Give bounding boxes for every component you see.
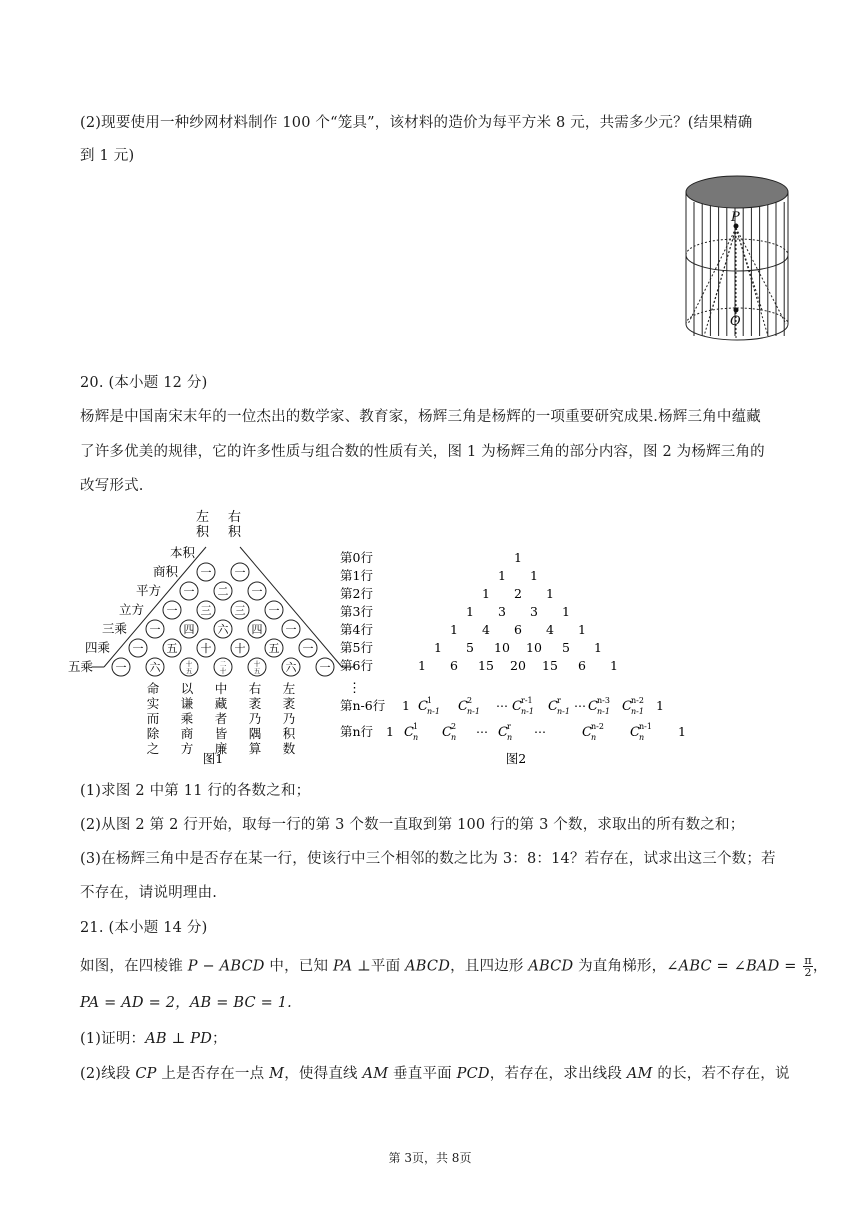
fig1-top-right-char: 右 bbox=[228, 510, 242, 525]
svg-text:C: C bbox=[418, 699, 428, 714]
fig1-entry-text: 五 bbox=[253, 667, 261, 675]
q20-intro-line2: 了许多优美的规律，它的许多性质与组合数的性质有关，图 1 为杨辉三角的部分内容，图 2 为杨辉三角的 bbox=[80, 444, 765, 460]
fig1-entry-text: 六 bbox=[285, 661, 297, 674]
fig2-entry: 1 bbox=[610, 658, 618, 673]
svg-text:C: C bbox=[404, 725, 414, 740]
fig2-entry: 1 bbox=[498, 568, 506, 583]
fig2-entry: 15 bbox=[478, 658, 494, 673]
q20-part3-line1: (3)在杨辉三角中是否存在某一行，使该行中三个相邻的数之比为 3：8：14？若存在，试求出这三个数；若 bbox=[80, 851, 776, 867]
svg-text:r-1: r-1 bbox=[521, 696, 533, 705]
fig1-row-label: 四乘 bbox=[84, 640, 110, 655]
fig1-entry-text: 六 bbox=[217, 623, 229, 636]
svg-text:C: C bbox=[512, 699, 522, 714]
svg-text:C: C bbox=[458, 699, 468, 714]
svg-text:1: 1 bbox=[413, 722, 419, 731]
fig2-one: 1 bbox=[402, 698, 410, 713]
fig2-one: 1 bbox=[386, 724, 394, 739]
fig1-column-char: 乃 bbox=[248, 711, 262, 726]
fig1-row-label: 商积 bbox=[152, 564, 178, 579]
svg-text:C: C bbox=[498, 725, 508, 740]
svg-text:n: n bbox=[591, 733, 597, 742]
fig2-ellipsis: ⋯ bbox=[574, 699, 586, 713]
fig2-entry: 5 bbox=[562, 640, 570, 655]
fig2-row-label: 第2行 bbox=[340, 586, 373, 601]
fig2-entry: 1 bbox=[418, 658, 426, 673]
fig1-entry-text: 十 bbox=[185, 660, 193, 668]
fig2-row-label: 第0行 bbox=[340, 550, 373, 565]
fig2-entry: 1 bbox=[578, 622, 586, 637]
svg-text:C: C bbox=[588, 699, 598, 714]
fig2-entry: 2 bbox=[514, 586, 522, 601]
pi-over-2-fraction: $\frac{\pi}{2}$ bbox=[804, 954, 812, 979]
fig2-entry: 6 bbox=[514, 622, 522, 637]
svg-text:n-1: n-1 bbox=[631, 707, 644, 716]
svg-text:n: n bbox=[507, 733, 513, 742]
fig1-entry-text: 二 bbox=[219, 660, 227, 668]
svg-text:2: 2 bbox=[467, 696, 473, 705]
fig2-entry: 1 bbox=[466, 604, 474, 619]
fig1-entry-text: 三 bbox=[234, 604, 246, 617]
fig1-entry-text: 一 bbox=[149, 623, 161, 636]
fig2-comb bbox=[548, 696, 570, 716]
fig1-column-char: 左 bbox=[282, 681, 296, 696]
fig2-entry: 5 bbox=[466, 640, 474, 655]
svg-text:n-2: n-2 bbox=[631, 696, 644, 705]
fig1-entry-text: 六 bbox=[149, 661, 161, 674]
fig1-column-char: 乃 bbox=[282, 711, 296, 726]
svg-text:n: n bbox=[451, 733, 457, 742]
fig1-top-right-char: 积 bbox=[228, 525, 242, 540]
fig2-comb bbox=[588, 696, 610, 716]
svg-text:n: n bbox=[639, 733, 645, 742]
fig2-comb bbox=[404, 722, 418, 742]
fig1-column-char: 数 bbox=[282, 741, 296, 756]
q20-intro-line3: 改写形式. bbox=[80, 478, 144, 494]
fig2-one: 1 bbox=[656, 698, 664, 713]
fig2-entry: 4 bbox=[482, 622, 490, 637]
fig2-dots: ⋮ bbox=[348, 681, 361, 696]
fig1-column-char: 袤 bbox=[282, 696, 296, 711]
fig2-ellipsis: ⋯ bbox=[534, 725, 546, 739]
fig1-column-char: 命 bbox=[146, 681, 160, 696]
fig1-column-char: 方 bbox=[180, 741, 194, 756]
fig2-row-label: 第5行 bbox=[340, 640, 373, 655]
svg-text:n-1: n-1 bbox=[521, 707, 534, 716]
fig1-row-label: 五乘 bbox=[67, 659, 93, 674]
fig2-entry: 1 bbox=[562, 604, 570, 619]
fig1-entry-text: 一 bbox=[302, 642, 314, 655]
fig1-column-char: 藏 bbox=[214, 696, 228, 711]
svg-text:n-2: n-2 bbox=[591, 722, 604, 731]
fig1-column-char: 谦 bbox=[180, 696, 194, 711]
fig2-comb bbox=[498, 722, 512, 742]
fig1-column-char: 右 bbox=[248, 681, 262, 696]
fig1-column-char: 乘 bbox=[180, 711, 194, 726]
fig1-entry-text: 一 bbox=[268, 604, 280, 617]
q21-part1: (1)证明：AB ⊥ PD； bbox=[80, 1031, 227, 1047]
fig1-column-char: 中 bbox=[214, 681, 228, 696]
fig2-one: 1 bbox=[678, 724, 686, 739]
fig1-entry-text: 一 bbox=[166, 604, 178, 617]
fig2-row-n-label: 第n行 bbox=[340, 724, 374, 739]
fig2-entry: 1 bbox=[530, 568, 538, 583]
fig1-entry-text: 一 bbox=[234, 566, 246, 579]
fig1-column-char: 隅 bbox=[248, 726, 262, 741]
yanghui-triangle-figure-1 bbox=[67, 505, 336, 767]
cage-cylinder-figure bbox=[684, 170, 790, 340]
fig1-entry-text: 一 bbox=[200, 566, 212, 579]
fig1-top-left-char: 积 bbox=[196, 525, 210, 540]
q20-part2: (2)从图 2 第 2 行开始，取每一行的第 3 个数一直取到第 100 行的第 3 个数，求取出的所有数之和； bbox=[80, 817, 745, 833]
q21-line2: PA = AD = 2，AB = BC = 1. bbox=[80, 995, 292, 1011]
fig1-column-char: 算 bbox=[248, 741, 262, 756]
fig1-entry-text: 十 bbox=[253, 660, 261, 668]
q19-part2-line2: 到 1 元) bbox=[80, 148, 135, 164]
fig1-entry-text: 一 bbox=[251, 585, 263, 598]
svg-text:C: C bbox=[630, 725, 640, 740]
fig1-entry-text: 一 bbox=[285, 623, 297, 636]
fig1-column-char: 之 bbox=[146, 741, 160, 756]
q20-part1: (1)求图 2 中第 11 行的各数之和； bbox=[80, 783, 311, 799]
q20-intro-line1: 杨辉是中国南宋末年的一位杰出的数学家、教育家，杨辉三角是杨辉的一项重要研究成果.杨辉三角中蕴藏 bbox=[80, 409, 762, 425]
svg-text:2: 2 bbox=[451, 722, 457, 731]
yanghui-triangle-figure-2 bbox=[338, 548, 718, 770]
fig2-comb bbox=[512, 696, 534, 716]
q21-header: 21. (本小题 14 分) bbox=[80, 920, 208, 936]
fig2-entry: 10 bbox=[494, 640, 510, 655]
svg-text:n-1: n-1 bbox=[467, 707, 480, 716]
fig2-entry: 6 bbox=[578, 658, 586, 673]
svg-text:1: 1 bbox=[427, 696, 433, 705]
fig2-caption: 图2 bbox=[505, 751, 527, 766]
fig2-comb bbox=[622, 696, 644, 716]
fig1-row-label: 三乘 bbox=[101, 621, 127, 636]
q20-header: 20. (本小题 12 分) bbox=[80, 375, 208, 391]
fig2-entry: 1 bbox=[594, 640, 602, 655]
fig1-top-left-char: 左 bbox=[196, 510, 210, 525]
fig1-entry-text: 一 bbox=[319, 661, 331, 674]
fig1-column-char: 实 bbox=[146, 696, 160, 711]
fig1-entry-text: 十 bbox=[200, 642, 212, 655]
fig2-entry: 1 bbox=[514, 550, 522, 565]
fig1-entry-text: 一 bbox=[132, 642, 144, 655]
svg-text:r: r bbox=[557, 696, 561, 705]
fig2-row-label: 第1行 bbox=[340, 568, 373, 583]
fig2-entry: 1 bbox=[546, 586, 554, 601]
fig2-comb bbox=[458, 696, 480, 716]
fig2-row-label: 第3行 bbox=[340, 604, 373, 619]
fig1-column-char: 积 bbox=[282, 726, 296, 741]
fig2-entry: 1 bbox=[450, 622, 458, 637]
fig2-entry: 3 bbox=[530, 604, 538, 619]
fig1-entry-text: 五 bbox=[166, 642, 178, 655]
point-p-label: P bbox=[731, 210, 740, 225]
fig1-column-char: 以 bbox=[180, 681, 194, 696]
fig1-column-char: 者 bbox=[214, 711, 228, 726]
fig2-comb bbox=[630, 722, 652, 742]
q21-line1: 如图，在四棱锥 P − ABCD 中，已知 PA ⊥平面 ABCD，且四边形 ABCD 为直角梯形，∠ABC = ∠BAD = $\frac{\pi}{2}$ ， bbox=[80, 954, 828, 979]
svg-text:C: C bbox=[622, 699, 632, 714]
fig2-entry: 20 bbox=[510, 658, 526, 673]
svg-text:C: C bbox=[582, 725, 592, 740]
q19-part2-line1: (2)现要使用一种纱网材料制作 100 个“笼具”，该材料的造价为每平方米 8 元，共需多少元？(结果精确 bbox=[80, 115, 753, 131]
fig1-entry-text: 五 bbox=[268, 642, 280, 655]
svg-text:C: C bbox=[548, 699, 558, 714]
q21-part2: (2)线段 CP 上是否存在一点 M，使得直线 AM 垂直平面 PCD，若存在，求出线段 AM 的长，若不存在，说 bbox=[80, 1066, 790, 1082]
fig1-entry-text: 十 bbox=[219, 667, 227, 675]
svg-text:n-1: n-1 bbox=[557, 707, 570, 716]
fig2-entry: 1 bbox=[482, 586, 490, 601]
fig1-entry-text: 二 bbox=[217, 585, 229, 598]
fig1-entry-text: 四 bbox=[183, 623, 195, 636]
fig2-ellipsis: ⋯ bbox=[496, 699, 508, 713]
fig1-entry-text: 十 bbox=[234, 642, 246, 655]
fig2-row-n1-label: 第n-6行 bbox=[340, 698, 386, 713]
svg-text:n: n bbox=[413, 733, 419, 742]
fig1-column-char: 除 bbox=[146, 726, 160, 741]
fig1-row-label: 平方 bbox=[135, 583, 161, 598]
page-footer: 第 3页，共 8页 bbox=[388, 1151, 472, 1165]
fig1-entry-text: 三 bbox=[200, 604, 212, 617]
fig2-entry: 10 bbox=[526, 640, 542, 655]
svg-text:n-1: n-1 bbox=[597, 707, 610, 716]
fig2-row-label: 第4行 bbox=[340, 622, 373, 637]
fig2-row-label: 第6行 bbox=[340, 658, 373, 673]
fig1-right-edge bbox=[240, 547, 342, 667]
fig1-column-char: 而 bbox=[146, 711, 160, 726]
fig2-entry: 1 bbox=[434, 640, 442, 655]
fig1-row-label: 立方 bbox=[118, 602, 144, 617]
fig1-column-char: 皆 bbox=[214, 726, 228, 741]
fig2-entry: 6 bbox=[450, 658, 458, 673]
svg-text:C: C bbox=[442, 725, 452, 740]
point-o-label: O bbox=[730, 314, 741, 329]
fig1-entry-text: 四 bbox=[251, 623, 263, 636]
fig2-entry: 15 bbox=[542, 658, 558, 673]
fig2-comb bbox=[442, 722, 456, 742]
fig2-comb bbox=[582, 722, 604, 742]
fig1-row-label: 本积 bbox=[169, 545, 195, 560]
fig1-entry-text: 五 bbox=[185, 667, 193, 675]
fig1-entry-text: 一 bbox=[183, 585, 195, 598]
fig2-entry: 3 bbox=[498, 604, 506, 619]
fig1-entry-text: 一 bbox=[115, 661, 127, 674]
svg-text:n-1: n-1 bbox=[639, 722, 652, 731]
fig1-caption: 图1 bbox=[202, 751, 224, 766]
svg-text:n-3: n-3 bbox=[597, 696, 610, 705]
fig1-column-char: 廉 bbox=[214, 741, 228, 756]
q20-part3-line2: 不存在，请说明理由. bbox=[80, 885, 218, 901]
fig2-comb bbox=[418, 696, 440, 716]
fig1-column-char: 商 bbox=[180, 726, 194, 741]
svg-text:n-1: n-1 bbox=[427, 707, 440, 716]
fig1-column-char: 袤 bbox=[248, 696, 262, 711]
svg-text:r: r bbox=[507, 722, 511, 731]
fig2-ellipsis: ⋯ bbox=[476, 725, 488, 739]
fig2-entry: 4 bbox=[546, 622, 554, 637]
